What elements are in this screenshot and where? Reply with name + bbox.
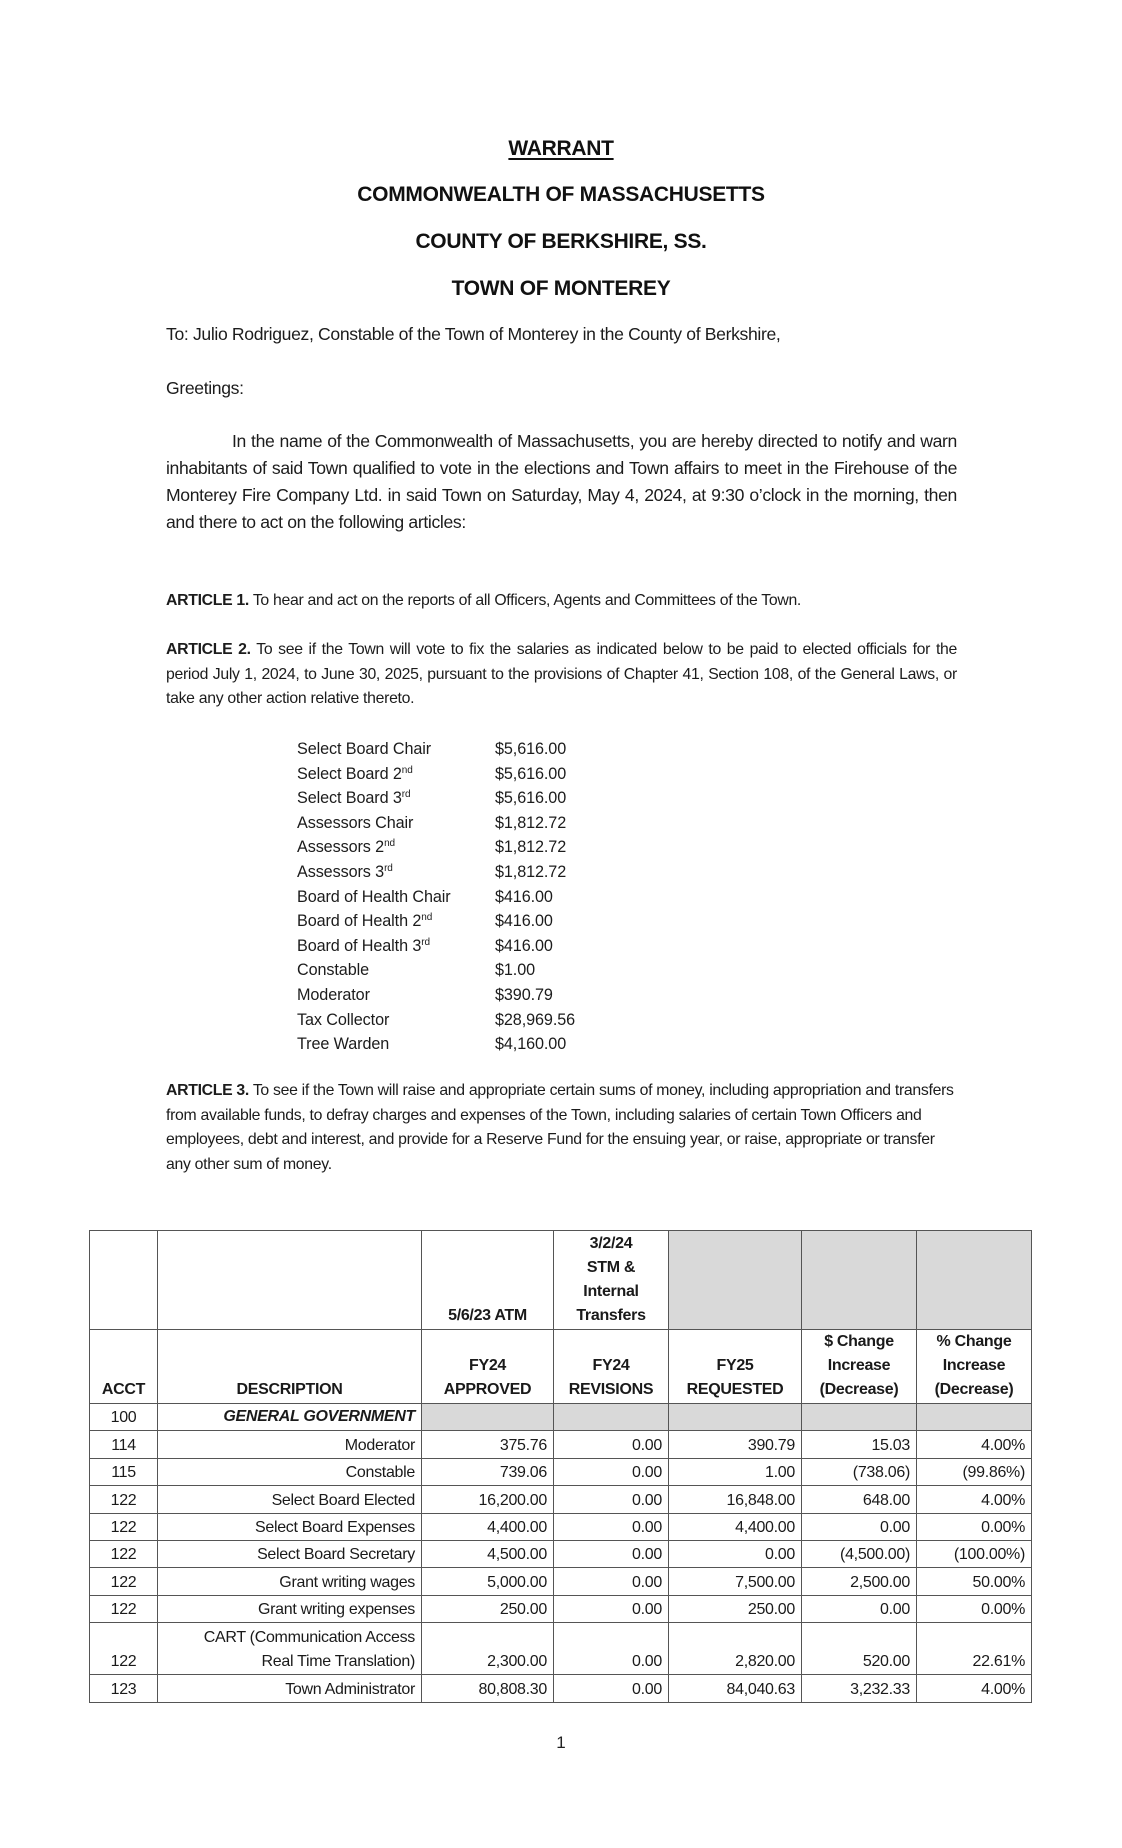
table-row: [90, 1675, 1032, 1702]
approved-cell: 4,400.00: [422, 1513, 554, 1540]
dollar-change-cell: 520.00: [802, 1623, 917, 1675]
salary-amount: $1,812.72: [495, 838, 567, 857]
page-number: 1: [556, 1733, 566, 1752]
salary-amount: $1,812.72: [495, 862, 567, 881]
dollar-change-cell: (4,500.00): [802, 1540, 917, 1567]
salary-label: [297, 983, 370, 1008]
ordinal-suffix: rd: [401, 789, 411, 801]
description-cell: Select Board Secretary: [158, 1540, 422, 1567]
shaded-cell: [669, 1404, 802, 1431]
dollar-change-cell: (738.06): [802, 1458, 917, 1485]
warrant-body-paragraph: In the name of the Commonwealth of Massachusetts, you are hereby directed to notify and warn inhabitants of said Town qualified to vote in the elections and Town affairs to meet in the Firehouse of the Monterey Fire Company Ltd. in said Town on Saturday, May 4, 2024, at 9:30 o’clock in the morning, then and there to act on the following articles:: [166, 431, 957, 532]
requested-cell: 16,848.00: [669, 1486, 802, 1513]
pct-change-cell: 22.61%: [917, 1623, 1032, 1675]
revisions-cell: 0.00: [554, 1540, 669, 1567]
dollar-change-cell: 2,500.00: [802, 1568, 917, 1595]
article-2-label: ARTICLE 2.: [166, 641, 251, 658]
header-line: Increase: [942, 1357, 1006, 1374]
col-header-acct: ACCT: [90, 1330, 158, 1404]
shaded-cell: [554, 1404, 669, 1431]
salary-label-text: Tree Warden: [297, 1035, 390, 1054]
pct-change-cell: 4.00%: [917, 1431, 1032, 1458]
salary-label: [297, 1008, 389, 1033]
shaded-cell: [802, 1404, 917, 1431]
header-line: FY25: [716, 1357, 754, 1374]
dollar-change-cell: 0.00: [802, 1513, 917, 1540]
requested-cell: 2,820.00: [669, 1623, 802, 1675]
acct-cell: 122: [90, 1568, 158, 1595]
salary-label-text: Assessors 3: [297, 862, 385, 881]
header-line: FY24: [468, 1357, 507, 1374]
salary-label-text: Select Board 2: [297, 764, 402, 783]
salary-amount: $4,160.00: [495, 1035, 567, 1054]
table-row: [90, 1595, 1032, 1622]
salary-amount: $416.00: [495, 887, 553, 906]
revisions-cell: 0.00: [554, 1623, 669, 1675]
description-cell: Town Administrator: [158, 1675, 422, 1702]
shaded-header-cell: [917, 1231, 1032, 1330]
article-1-text: To hear and act on the reports of all Officers, Agents and Committees of the Town.: [249, 592, 802, 609]
requested-cell: 1.00: [669, 1458, 802, 1485]
dollar-change-cell: 0.00: [802, 1595, 917, 1622]
approved-cell: 739.06: [422, 1458, 554, 1485]
salary-label-text: Moderator: [297, 985, 370, 1004]
salary-label-text: Assessors Chair: [297, 813, 414, 832]
salary-label-text: Constable: [297, 961, 369, 980]
commonwealth-heading: COMMONWEALTH OF MASSACHUSETTS: [357, 183, 765, 206]
salary-label-text: Tax Collector: [297, 1010, 390, 1029]
col-header-pct-change: [917, 1330, 1032, 1404]
header-line: Internal: [583, 1283, 639, 1300]
salary-label-text: Board of Health 2: [297, 912, 422, 931]
requested-cell: 4,400.00: [669, 1513, 802, 1540]
salary-label: [297, 811, 413, 836]
description-cell: Moderator: [158, 1431, 422, 1458]
approved-cell: 4,500.00: [422, 1540, 554, 1567]
warrant-title-text: WARRANT: [508, 137, 614, 160]
requested-cell: 250.00: [669, 1595, 802, 1622]
article-3-label: ARTICLE 3.: [166, 1082, 250, 1099]
description-cell: Grant writing expenses: [158, 1595, 422, 1622]
salary-label: [297, 958, 369, 983]
table-row: [90, 1486, 1032, 1513]
acct-cell: 115: [90, 1458, 158, 1485]
revisions-cell: 0.00: [554, 1431, 669, 1458]
table-group-header-row: [90, 1231, 1032, 1330]
ordinal-suffix: nd: [384, 838, 395, 850]
approved-cell: 5,000.00: [422, 1568, 554, 1595]
salary-label: [297, 934, 430, 959]
requested-cell: 390.79: [669, 1431, 802, 1458]
salary-label-text: Board of Health 3: [297, 936, 422, 955]
table-row: [90, 1623, 1032, 1675]
pct-change-cell: (100.00%): [917, 1540, 1032, 1567]
acct-cell: 123: [90, 1675, 158, 1702]
budget-table: [89, 1230, 1032, 1703]
salary-amount: $5,616.00: [495, 740, 567, 758]
shaded-header-cell: [669, 1231, 802, 1330]
table-column-header-row: [90, 1330, 1032, 1404]
revisions-group-header: [554, 1231, 669, 1330]
salary-amount: $416.00: [495, 936, 553, 955]
acct-cell: 100: [90, 1404, 158, 1431]
description-cell: Select Board Elected: [158, 1486, 422, 1513]
salary-label: [297, 762, 413, 787]
section-row: [90, 1404, 1032, 1431]
salary-label: [297, 835, 395, 860]
salary-label: [297, 909, 432, 934]
header-line: % Change: [936, 1333, 1012, 1350]
table-row: [90, 1458, 1032, 1485]
dollar-change-cell: 15.03: [802, 1431, 917, 1458]
description-cell: Select Board Expenses: [158, 1513, 422, 1540]
header-line: REVISIONS: [568, 1381, 654, 1398]
requested-cell: 84,040.63: [669, 1675, 802, 1702]
salary-label: [297, 786, 411, 811]
revisions-cell: 0.00: [554, 1486, 669, 1513]
acct-cell: 122: [90, 1513, 158, 1540]
ordinal-suffix: rd: [421, 936, 430, 948]
header-line: REQUESTED: [686, 1381, 784, 1398]
header-line: FY24: [592, 1357, 630, 1374]
header-line: (Decrease): [934, 1381, 1014, 1398]
pct-change-cell: 0.00%: [917, 1513, 1032, 1540]
pct-change-cell: 4.00%: [917, 1486, 1032, 1513]
article-3: [166, 1079, 957, 1177]
dollar-change-cell: 3,232.33: [802, 1675, 917, 1702]
salary-amount: $1.00: [495, 961, 536, 980]
header-line: STM &: [586, 1259, 636, 1276]
article-2: [166, 638, 957, 712]
shaded-cell: [917, 1404, 1032, 1431]
salary-label: [297, 860, 393, 885]
revisions-cell: 0.00: [554, 1568, 669, 1595]
to-line: To: Julio Rodriguez, Constable of the Town of Monterey in the County of Berkshire,: [166, 324, 781, 344]
greeting: Greetings:: [166, 378, 244, 398]
header-line: 3/2/24: [589, 1235, 633, 1252]
col-header-fy24-revisions: [554, 1330, 669, 1404]
salary-label: [297, 1032, 389, 1057]
shaded-header-cell: [802, 1231, 917, 1330]
ordinal-suffix: nd: [421, 912, 433, 924]
pct-change-cell: (99.86%): [917, 1458, 1032, 1485]
salary-amount: $5,616.00: [495, 764, 567, 783]
approved-cell: 80,808.30: [422, 1675, 554, 1702]
table-row: [90, 1513, 1032, 1540]
town-heading: TOWN OF MONTEREY: [451, 277, 671, 300]
salary-label: [297, 737, 431, 762]
revisions-cell: 0.00: [554, 1513, 669, 1540]
col-header-fy25-requested: [669, 1330, 802, 1404]
empty-header-cell: [90, 1231, 158, 1330]
warrant-title: [0, 136, 1122, 162]
section-title: GENERAL GOVERNMENT: [158, 1404, 422, 1431]
approved-group-header: 5/6/23 ATM: [422, 1231, 554, 1330]
header-line: Increase: [827, 1357, 891, 1374]
acct-cell: 122: [90, 1623, 158, 1675]
table-row: [90, 1568, 1032, 1595]
article-1-label: ARTICLE 1.: [166, 592, 250, 609]
acct-cell: 122: [90, 1540, 158, 1567]
col-header-description: DESCRIPTION: [158, 1330, 422, 1404]
description-cell: Constable: [158, 1458, 422, 1485]
approved-cell: 250.00: [422, 1595, 554, 1622]
salary-label-text: Select Board 3: [297, 789, 402, 808]
ordinal-suffix: rd: [384, 862, 393, 874]
pct-change-cell: 0.00%: [917, 1595, 1032, 1622]
article-2-text: To see if the Town will vote to fix the salaries as indicated below to be paid to elected officials for the period July 1, 2024, to June 30, 2025, pursuant to the provisions of Chapter 41, Section 108, of the General Laws, or take any other action relative thereto.: [166, 641, 958, 707]
shaded-cell: [422, 1404, 554, 1431]
ordinal-suffix: nd: [401, 764, 413, 776]
table-row: [90, 1431, 1032, 1458]
revisions-cell: 0.00: [554, 1675, 669, 1702]
salary-amount: $28,969.56: [495, 1010, 576, 1029]
acct-cell: 114: [90, 1431, 158, 1458]
description-line: Real Time Translation): [261, 1653, 415, 1671]
description-cell: Grant writing wages: [158, 1568, 422, 1595]
header-line: (Decrease): [819, 1381, 899, 1398]
salary-label-text: Board of Health Chair: [297, 887, 451, 906]
header-line: APPROVED: [443, 1381, 532, 1398]
requested-cell: 0.00: [669, 1540, 802, 1567]
salary-amount: $1,812.72: [495, 813, 567, 832]
salary-amount: $416.00: [495, 912, 553, 931]
header-line: Transfers: [576, 1307, 646, 1324]
empty-header-cell: [158, 1231, 422, 1330]
dollar-change-cell: 648.00: [802, 1486, 917, 1513]
col-header-dollar-change: [802, 1330, 917, 1404]
salary-label: [297, 885, 451, 910]
approved-cell: 16,200.00: [422, 1486, 554, 1513]
revisions-cell: 0.00: [554, 1458, 669, 1485]
revisions-cell: 0.00: [554, 1595, 669, 1622]
article-1: [166, 589, 957, 614]
requested-cell: 7,500.00: [669, 1568, 802, 1595]
salary-amount: $5,616.00: [495, 789, 567, 808]
approved-cell: 375.76: [422, 1431, 554, 1458]
pct-change-cell: 50.00%: [917, 1568, 1032, 1595]
salary-label-text: Select Board Chair: [297, 740, 432, 758]
acct-cell: 122: [90, 1595, 158, 1622]
salary-amount: $390.79: [495, 985, 553, 1004]
description-line: CART (Communication Access: [203, 1629, 415, 1647]
salary-label-text: Assessors 2: [297, 838, 385, 857]
header-line: $ Change: [824, 1333, 894, 1350]
table-row: [90, 1540, 1032, 1567]
pct-change-cell: 4.00%: [917, 1675, 1032, 1702]
article-3-text: To see if the Town will raise and appropriate certain sums of money, including appropriation and transfers from available funds, to defray charges and expenses of the Town, including salaries of certain Town Officers and employees, debt and interest, and provide for a Reserve Fund for the ensuing year, or raise, appropriate or transfer any other sum of money.: [166, 1082, 954, 1173]
county-heading: COUNTY OF BERKSHIRE, SS.: [415, 230, 707, 253]
acct-cell: 122: [90, 1486, 158, 1513]
col-header-fy24-approved: [422, 1330, 554, 1404]
description-cell: [158, 1623, 422, 1675]
approved-cell: 2,300.00: [422, 1623, 554, 1675]
